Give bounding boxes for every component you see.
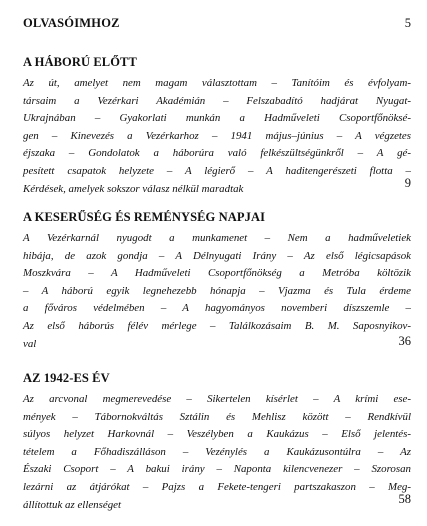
summary-line: mények – Tábornokváltás Sztálin és Mehlisz között – Rendkívül	[23, 410, 411, 423]
summary-line: gen – Kinevezés a Vezérkarhoz – 1941 május–június – A végzetes	[23, 129, 411, 142]
section-page-number: 36	[398, 334, 411, 348]
summary-line: A Vezérkarnál nyugodt a munkamenet – Nem a hadműveletiek	[23, 232, 411, 244]
summary-line: Kérdések, amelyek sokszor válasz nélkül maradtak	[23, 182, 244, 195]
summary-line: társaim a Vezérkari Akadémián – Felszabadító hadjárat Nyugat-	[23, 94, 411, 107]
summary-line: lezárni az átjárókat – Pajzs a Fekete-tengeri partszakaszon – Meg-	[23, 480, 411, 493]
summary-line: Az arcvonal megmerevedése – Sikertelen kísérlet – A krími ese-	[23, 393, 411, 405]
summary-line: állítottuk az ellenséget	[23, 498, 121, 511]
section-summary	[23, 75, 411, 198]
toc-section-1942	[23, 371, 411, 514]
summary-line: a főváros védelmében – A hagyományos novemberi díszszemle –	[23, 302, 411, 315]
summary-line: hibája, de azok gondja – A Délnyugati Irány – Az első légicsapások	[23, 249, 411, 262]
section-title: A KESERŰSÉG ÉS REMÉNYSÉG NAPJAI	[23, 210, 266, 224]
summary-line: val	[23, 337, 37, 350]
section-page-number: 58	[398, 492, 411, 506]
preface-page-number: 5	[404, 16, 411, 30]
preface-title: OLVASÓIMHOZ	[23, 16, 120, 30]
summary-line: tételem a Főhadiszálláson – Vezénylés a Kaukázusontúlra – Az	[23, 445, 411, 458]
summary-line: Az első háborús félév mérlege – Találkozásaim B. M. Saposnyikov-	[23, 319, 411, 332]
toc-section-before-war	[23, 55, 411, 198]
summary-line: éjszaka – Gondolatok a háborúra való felkészültségünkről – A gé-	[23, 147, 411, 160]
summary-line: – A háború egyik legnehezebb hónapja – Vjazma és Tula érdeme	[23, 284, 411, 297]
summary-line: Ukrajnában – Gyakorlati munkán a Hadműveleti Csoportfőnöksé-	[23, 112, 411, 125]
section-summary	[23, 391, 411, 514]
summary-line: pesített csapatok helyzete – A légierő – A haditengerészeti flotta –	[23, 164, 411, 177]
section-title: AZ 1942-ES ÉV	[23, 371, 110, 385]
toc-section-bitterness-hope	[23, 210, 411, 353]
summary-line: Az út, amelyet nem magam választottam – Tanítóim és évfolyam-	[23, 77, 411, 89]
section-summary	[23, 230, 411, 353]
summary-line: Északi Csoport – A bakui irány – Naponta kilencvenezer – Szorosan	[23, 463, 411, 476]
summary-line: Moszkvára – A Hadműveleti Csoportfőnökség a Metróba költözik	[23, 267, 411, 280]
section-title: A HÁBORÚ ELŐTT	[23, 55, 137, 69]
summary-line: súlyos helyzet Harkovnál – Veszélyben a Kaukázus – Első jelentés-	[23, 428, 411, 441]
section-page-number: 9	[404, 176, 411, 190]
